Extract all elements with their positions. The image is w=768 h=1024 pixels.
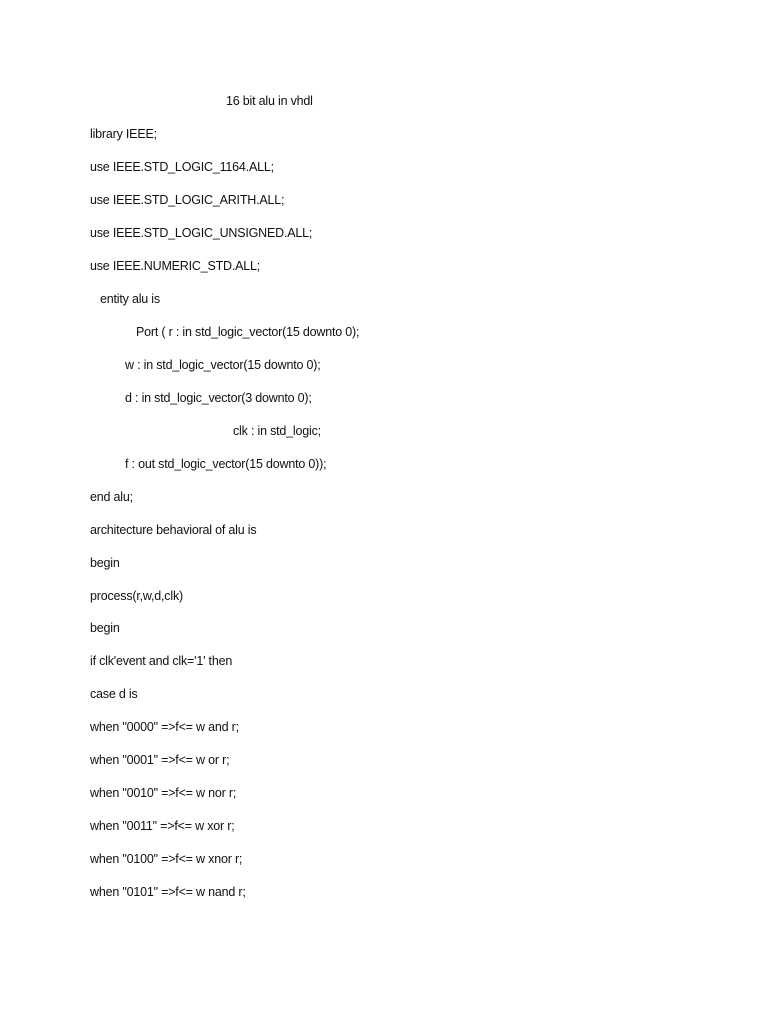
document-title: 16 bit alu in vhdl: [226, 94, 313, 108]
code-line: use IEEE.STD_LOGIC_ARITH.ALL;: [90, 193, 285, 207]
code-line: when "0010" =>f<= w nor r;: [90, 786, 237, 800]
code-line: Port ( r : in std_logic_vector(15 downto 0);: [136, 325, 360, 339]
code-line: if clk'event and clk='1' then: [90, 654, 233, 668]
code-line: when "0001" =>f<= w or r;: [90, 753, 230, 767]
code-line: case d is: [90, 687, 138, 701]
code-line: w : in std_logic_vector(15 downto 0);: [125, 358, 321, 372]
code-line: end alu;: [90, 490, 133, 504]
code-line: when "0011" =>f<= w xor r;: [90, 819, 235, 833]
code-line: architecture behavioral of alu is: [90, 523, 257, 537]
code-line: begin: [90, 621, 120, 635]
code-line: f : out std_logic_vector(15 downto 0));: [125, 457, 327, 471]
code-line: library IEEE;: [90, 127, 157, 141]
code-line: when "0000" =>f<= w and r;: [90, 720, 239, 734]
code-line: clk : in std_logic;: [233, 424, 321, 438]
code-line: when "0100" =>f<= w xnor r;: [90, 852, 243, 866]
code-line: use IEEE.NUMERIC_STD.ALL;: [90, 259, 261, 273]
code-line: entity alu is: [100, 292, 160, 306]
code-line: d : in std_logic_vector(3 downto 0);: [125, 391, 312, 405]
code-line: use IEEE.STD_LOGIC_1164.ALL;: [90, 160, 274, 174]
code-line: when "0101" =>f<= w nand r;: [90, 885, 246, 899]
code-line: begin: [90, 556, 120, 570]
code-line: use IEEE.STD_LOGIC_UNSIGNED.ALL;: [90, 226, 313, 240]
code-line: process(r,w,d,clk): [90, 589, 183, 603]
